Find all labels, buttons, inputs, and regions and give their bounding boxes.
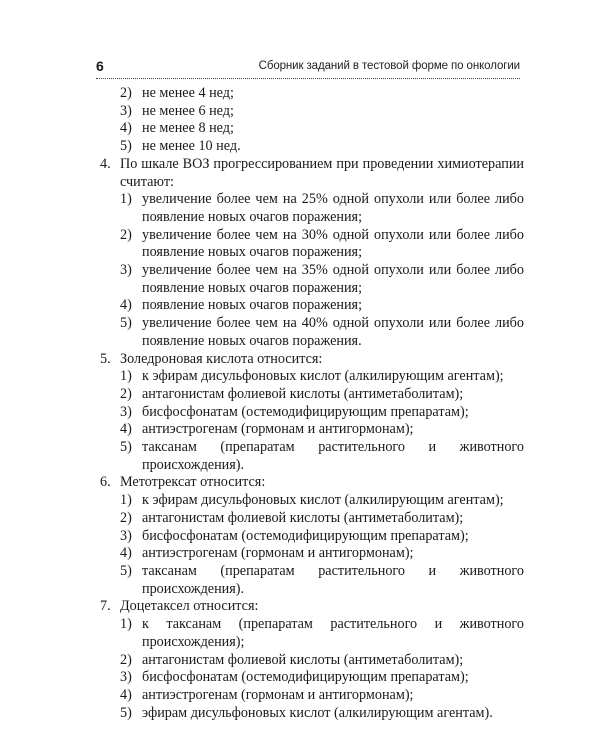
answer-option: 5) таксанам (препаратам растительного и животного происхождения). (120, 562, 524, 597)
answer-option: 5) не менее 10 нед. (120, 138, 241, 155)
answer-option: 3) бисфосфонатам (остемодифицирующим препаратам); (120, 527, 469, 544)
answer-option: 1) увеличение более чем на 25% одной опухоли или более либо появление новых очагов поражения; (120, 191, 524, 225)
question-list (96, 85, 524, 722)
answer-option: 1) к таксанам (препаратам растительного и животного происхождения); (120, 616, 524, 650)
answer-option: 4) антиэстрогенам (гормонам и антигормонам); (120, 421, 414, 438)
answer-option: 5) увеличение более чем на 40% одной опухоли или более либо появление новых очагов поражения. (120, 315, 524, 349)
answer-option: 2) увеличение более чем на 30% одной опухоли или более либо появление новых очагов поражения; (120, 226, 524, 261)
answer-option: 3) бисфосфонатам (остемодифицирующим препаратам); (120, 403, 469, 420)
answer-option: 3) увеличение более чем на 35% одной опухоли или более либо появление новых очагов поражения; (120, 262, 524, 296)
answer-option: 5) таксанам (препаратам растительного и животного происхождения). (120, 439, 524, 473)
answer-option: 3) не менее 6 нед; (120, 102, 234, 119)
header-divider (96, 78, 520, 79)
answer-option: 1) к эфирам дисульфоновых кислот (алкилирующим агентам); (120, 492, 504, 509)
answer-option: 3) бисфосфонатам (остемодифицирующим препаратам); (120, 669, 469, 686)
answer-option: 4) появление новых очагов поражения; (120, 297, 363, 314)
question-4: 4. По шкале ВОЗ прогрессированием при проведении химиотерапии считают: (100, 155, 524, 190)
question-7: 7. Доцетаксел относится: (100, 598, 259, 615)
answer-option: 2) не менее 4 нед; (120, 85, 234, 101)
answer-option: 4) антиэстрогенам (гормонам и антигормонам); (120, 686, 414, 703)
question-5: 5. Золедроновая кислота относится: (100, 350, 323, 367)
question-6: 6. Метотрексат относится: (100, 474, 266, 491)
answer-option: 2) антагонистам фолиевой кислоты (антиметаболитам); (120, 385, 464, 402)
answer-option: 2) антагонистам фолиевой кислоты (антиметаболитам); (120, 651, 464, 668)
answer-option: 4) не менее 8 нед; (120, 120, 234, 137)
answer-option: 1) к эфирам дисульфоновых кислот (алкилирующим агентам); (120, 368, 504, 385)
answer-option: 5) эфирам дисульфоновых кислот (алкилирующим агентам). (120, 704, 493, 721)
answer-option: 4) антиэстрогенам (гормонам и антигормонам); (120, 545, 414, 562)
running-title: Сборник заданий в тестовой форме по онкологии (258, 60, 520, 72)
answer-option: 2) антагонистам фолиевой кислоты (антиметаболитам); (120, 509, 464, 526)
page-number: 6 (96, 58, 104, 74)
